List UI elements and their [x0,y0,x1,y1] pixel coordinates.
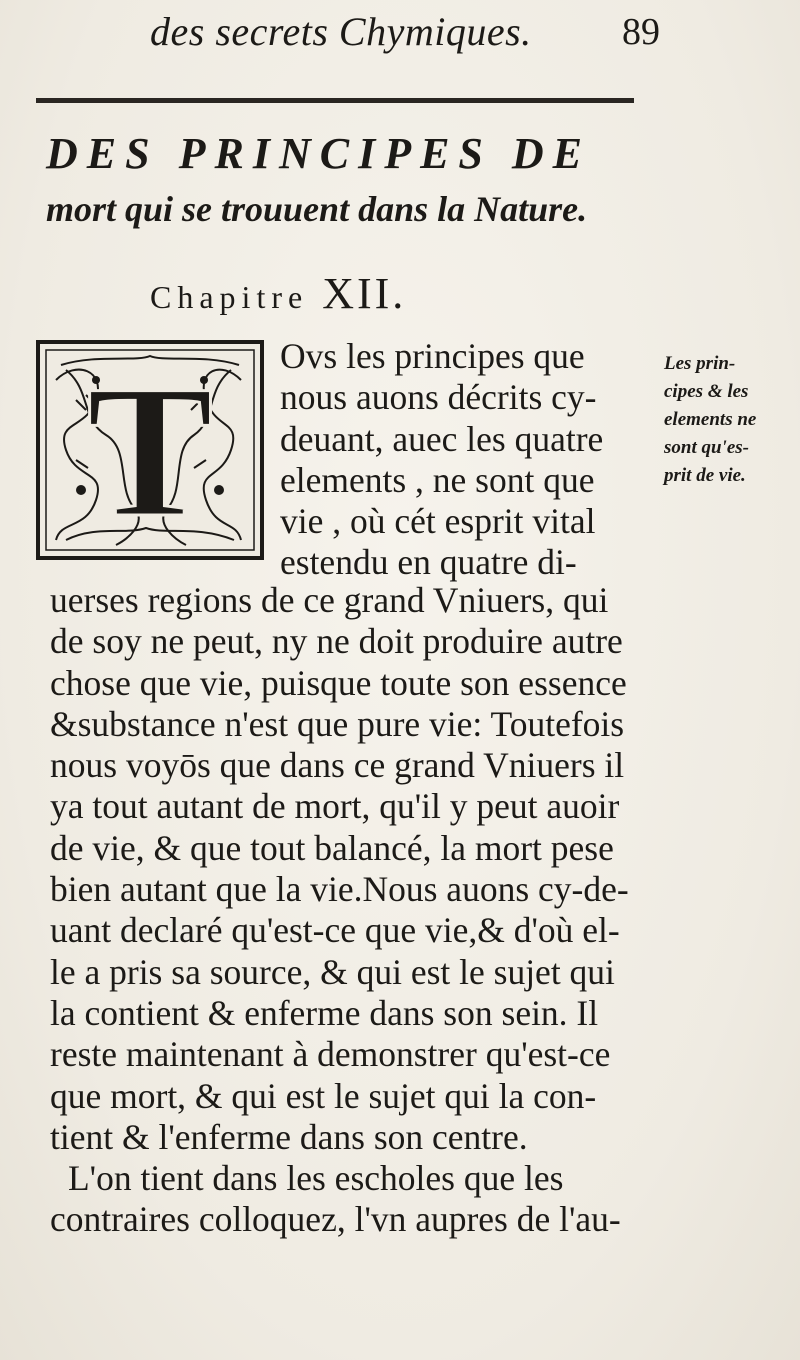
text-line: contraires colloquez, l'vn aupres de l'au- [50,1199,621,1240]
text-line: uerses regions de ce grand Vniuers, qui [50,580,609,620]
text-line: nous auons décrits cy- [280,377,597,418]
text-line: estendu en quatre di- [280,542,577,583]
right-column-text [280,336,603,584]
chapter-heading [150,268,406,319]
text-line: reste maintenant à demonstrer qu'est-ce [50,1034,611,1075]
chapter-title-line-2: mort qui se trouuent dans la Nature. [46,189,588,229]
marginal-line: Les prin- [664,353,736,374]
marginal-line: sont qu'es- [664,437,749,458]
text-line: tient & l'enferme dans son centre. [50,1116,528,1157]
text-line: elements , ne sont que [280,459,595,500]
text-line: le a pris sa source, & qui est le sujet qui [50,951,615,992]
page-number: 89 [622,11,660,53]
text-line: L'on tient dans les escholes que les [68,1158,564,1199]
body-text [50,580,629,1241]
text-line: la contient & enferme dans son sein. Il [50,992,599,1033]
text-line: uant declaré qu'est-ce que vie,& d'où el- [50,910,620,951]
text-line: de soy ne peut, ny ne doit produire autre [50,621,623,662]
text-line: chose que vie, puisque toute son essence [50,662,627,703]
text-line: de vie, & que tout balancé, la mort pese [50,827,614,868]
marginal-line: elements ne [664,409,757,430]
text-line: que mort, & qui est le sujet qui la con- [50,1075,597,1116]
chapter-number: XII. [322,269,407,318]
text-line: deuant, auec les quatre [280,418,604,459]
running-head: des secrets Chymiques. [150,9,532,54]
chapter-word: Chapitre [150,279,309,315]
marginal-line: cipes & les [664,381,749,402]
header-rule [36,98,634,103]
text-line: &substance n'est que pure vie: Toutefois [50,703,625,744]
marginal-line: prit de vie. [664,465,746,486]
marginal-note [664,350,756,490]
text-line: ya tout autant de mort, qu'il y peut auoir [50,786,620,827]
chapter-title-line-1: DES PRINCIPES DE [46,129,592,178]
text-line: nous voyōs que dans ce grand Vniuers il [50,745,625,786]
drop-cap-letter: T [86,347,214,557]
text-line: bien autant que la vie.Nous auons cy-de- [50,869,629,910]
decorated-initial [36,340,264,560]
text-line: Ovs les principes que [280,336,585,376]
text-line: vie , où cét esprit vital [280,501,596,542]
